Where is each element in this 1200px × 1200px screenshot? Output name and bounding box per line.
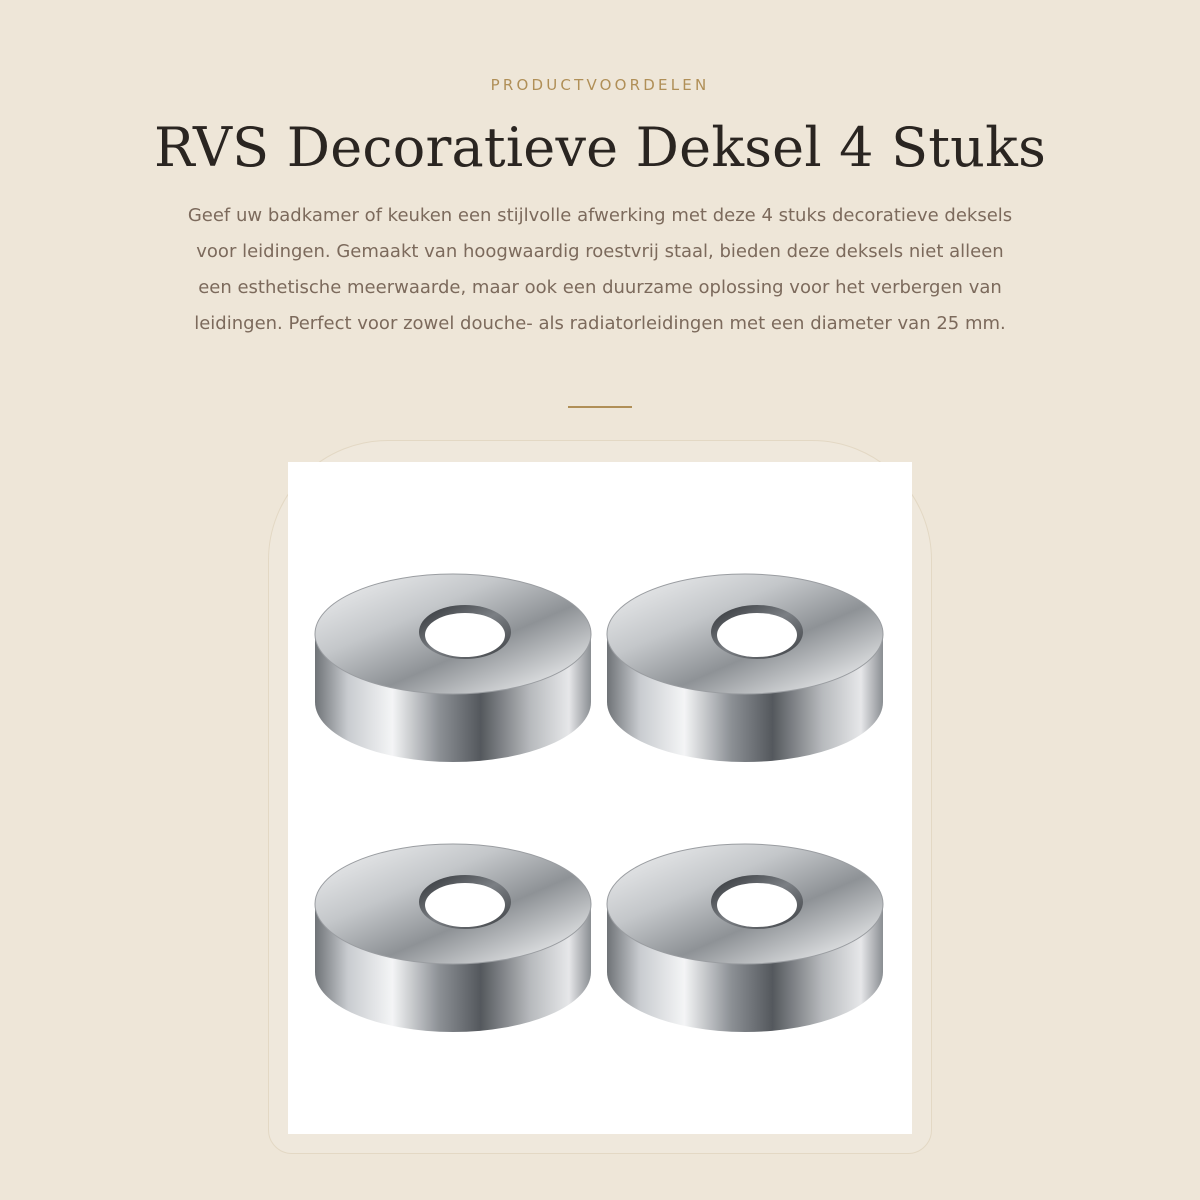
ring-top-left — [315, 574, 591, 762]
page-title: RVS Decoratieve Deksel 4 Stuks — [154, 116, 1046, 179]
product-image-art — [288, 462, 912, 1134]
ring-bottom-right — [607, 844, 883, 1032]
product-image — [288, 462, 912, 1134]
ring-bottom-left — [315, 844, 591, 1032]
divider — [568, 406, 632, 408]
product-description: Geef uw badkamer of keuken een stijlvolle afwerking met deze 4 stuks decoratieve deksels voor leidingen. Gemaakt van hoogwaardig roestvrij staal, bieden deze deksels niet alleen een esthetische meerwaarde, maar ook een duurzame oplossing voor het verbergen van leidingen. Perfect voor zowel douche- als radiatorleidingen met een diameter van 25 mm. — [187, 205, 1013, 334]
ring-top-right — [607, 574, 883, 762]
section-eyebrow: PRODUCTVOORDELEN — [490, 76, 710, 94]
